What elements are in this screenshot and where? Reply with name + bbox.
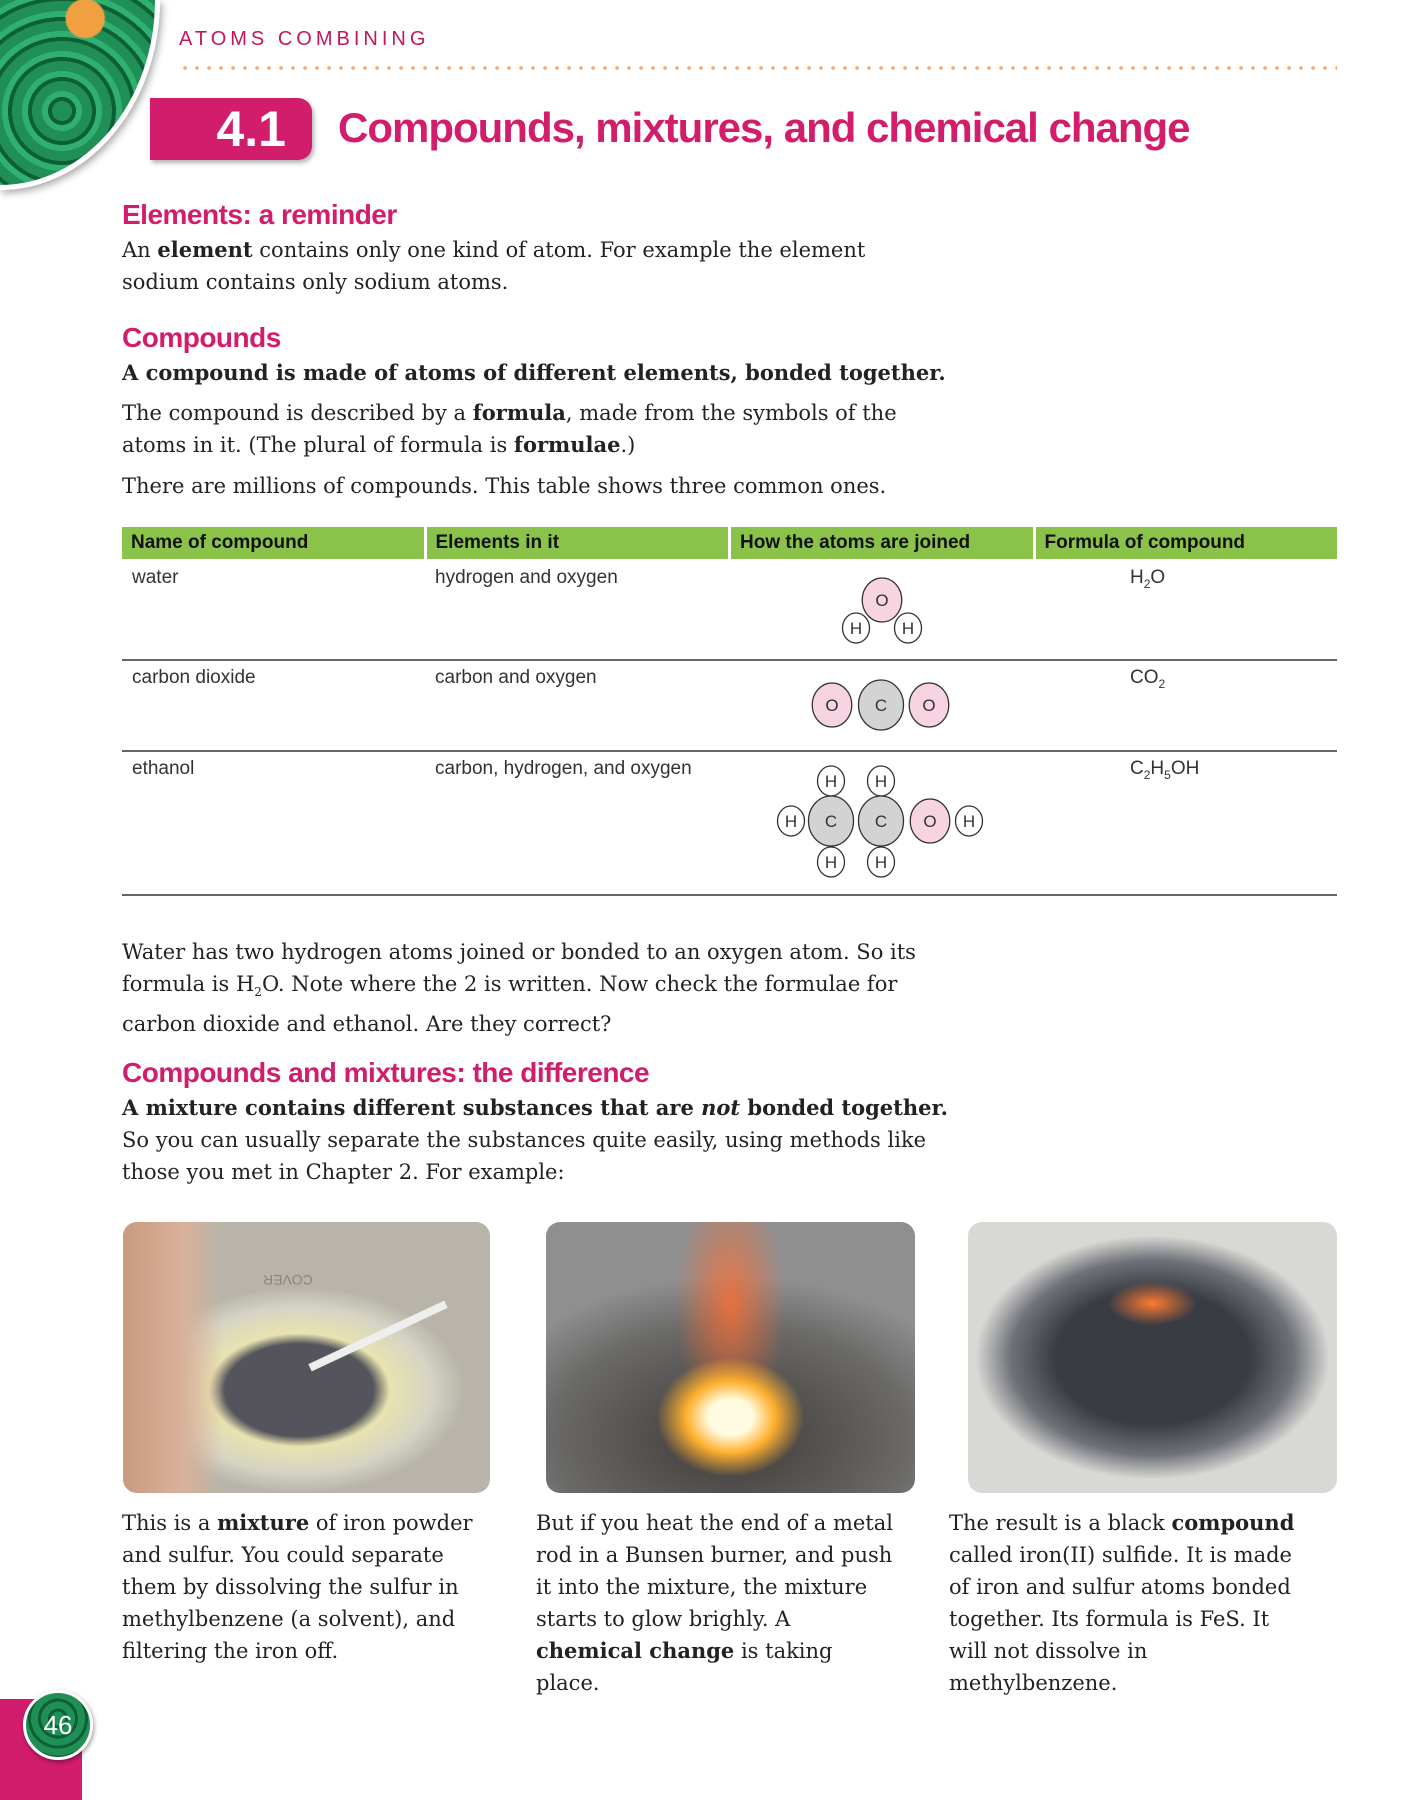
mixture-paragraph: So you can usually separate the substances quite easily, using methods like those you met in Chapter 2. For example: <box>122 1128 927 1184</box>
svg-text:O: O <box>875 591 889 610</box>
svg-text:H: H <box>824 853 838 872</box>
water-atom-o <box>862 578 902 622</box>
svg-text:H: H <box>824 772 838 791</box>
ethanol-atom-h <box>956 806 983 836</box>
compound-definition: A compound is made of atoms of different elements, bonded together. <box>122 360 946 385</box>
photo-iron-sulfide-compound <box>968 1222 1337 1493</box>
page-title: Compounds, mixtures, and chemical change <box>338 104 1190 151</box>
svg-text:O: O <box>825 696 839 715</box>
section-number-badge: 4.1 <box>150 98 312 160</box>
col-name: Name of compound <box>122 527 424 559</box>
row-water-name: water <box>132 567 179 588</box>
col-formula: Formula of compound <box>1036 527 1338 559</box>
page-number: 46 <box>23 1690 93 1760</box>
ethanol-atom-h <box>778 806 805 836</box>
caption-compound: The result is a black compound called iron(II) sulfide. It is made of iron and sulfur atoms bonded together. Its formula is FeS. It will not dissolve in methylbenzene. <box>949 1510 1295 1695</box>
svg-text:H: H <box>784 812 798 831</box>
row-co2-formula: $CO_2$ <box>1130 667 1166 691</box>
svg-text:H: H <box>874 772 888 791</box>
row-ethanol-formula: $C_2H_5OH$ <box>1130 758 1200 782</box>
dish-label: COVER <box>263 1272 313 1288</box>
ethanol-atom-h <box>818 847 845 877</box>
row-co2-elements: carbon and oxygen <box>435 667 597 688</box>
water-atom-h <box>895 613 922 643</box>
water-atom-h <box>843 613 870 643</box>
co2-atom-o <box>812 683 852 727</box>
col-elements: Elements in it <box>427 527 729 559</box>
spatula <box>308 1301 447 1372</box>
svg-text:C: C <box>824 812 838 831</box>
ethanol-atom-h <box>868 847 895 877</box>
svg-text:H: H <box>962 812 976 831</box>
row-water-formula: $H_2O$ <box>1130 567 1166 591</box>
heading-mixtures: Compounds and mixtures: the difference <box>122 1057 650 1088</box>
co2-atom-o <box>909 683 949 727</box>
svg-text:C: C <box>874 696 888 715</box>
ethanol-atom-c <box>859 796 904 846</box>
ethanol-atom-c <box>809 796 854 846</box>
ethanol-atom-h <box>818 766 845 796</box>
elements-paragraph: An element contains only one kind of atom. For example the element sodium contains only sodium atoms. <box>122 237 866 294</box>
row-water-elements: hydrogen and oxygen <box>435 567 618 588</box>
section-label: ATOMS COMBINING <box>179 28 430 50</box>
caption-mixture: This is a mixture of iron powder and sulfur. You could separate them by dissolving the sulfur in methylbenzene (a solvent), and filtering the iron off. <box>122 1510 473 1663</box>
caption-heating: But if you heat the end of a metal rod in a Bunsen burner, and push it into the mixture, the mixture starts to glow brighly. A chemical change is taking place. <box>536 1511 893 1695</box>
svg-text:C: C <box>874 812 888 831</box>
table-intro: There are millions of compounds. This table shows three common ones. <box>122 474 887 498</box>
svg-text:H: H <box>874 853 888 872</box>
row-co2-name: carbon dioxide <box>132 667 256 688</box>
svg-text:H: H <box>901 619 915 638</box>
formula-paragraph: The compound is described by a formula, made from the symbols of the atoms in it. (The plural of formula is formulae.) <box>122 400 897 457</box>
col-joined: How the atoms are joined <box>731 527 1033 559</box>
svg-text:O: O <box>922 696 936 715</box>
co2-atom-c <box>859 680 904 730</box>
hand <box>123 1222 223 1493</box>
ethanol-atom-h <box>868 766 895 796</box>
svg-text:H: H <box>849 619 863 638</box>
ethanol-atom-o <box>910 799 950 843</box>
heading-elements: Elements: a reminder <box>122 199 397 230</box>
row-ethanol-elements: carbon, hydrogen, and oxygen <box>435 758 692 779</box>
photo-heating-mixture <box>546 1222 915 1493</box>
photo-iron-sulfur-mixture <box>123 1222 490 1493</box>
svg-text:O: O <box>923 812 937 831</box>
mixture-definition: A mixture contains different substances that are not bonded together. <box>122 1095 948 1120</box>
water-note: Water has two hydrogen atoms joined or bonded to an oxygen atom. So its formula is $H_2O$. Note where the 2 is written. Now check the formulae for carbon dioxide and ethanol. Are they correct? <box>122 940 916 1037</box>
row-ethanol-name: ethanol <box>132 758 195 779</box>
heading-compounds: Compounds <box>122 322 281 353</box>
